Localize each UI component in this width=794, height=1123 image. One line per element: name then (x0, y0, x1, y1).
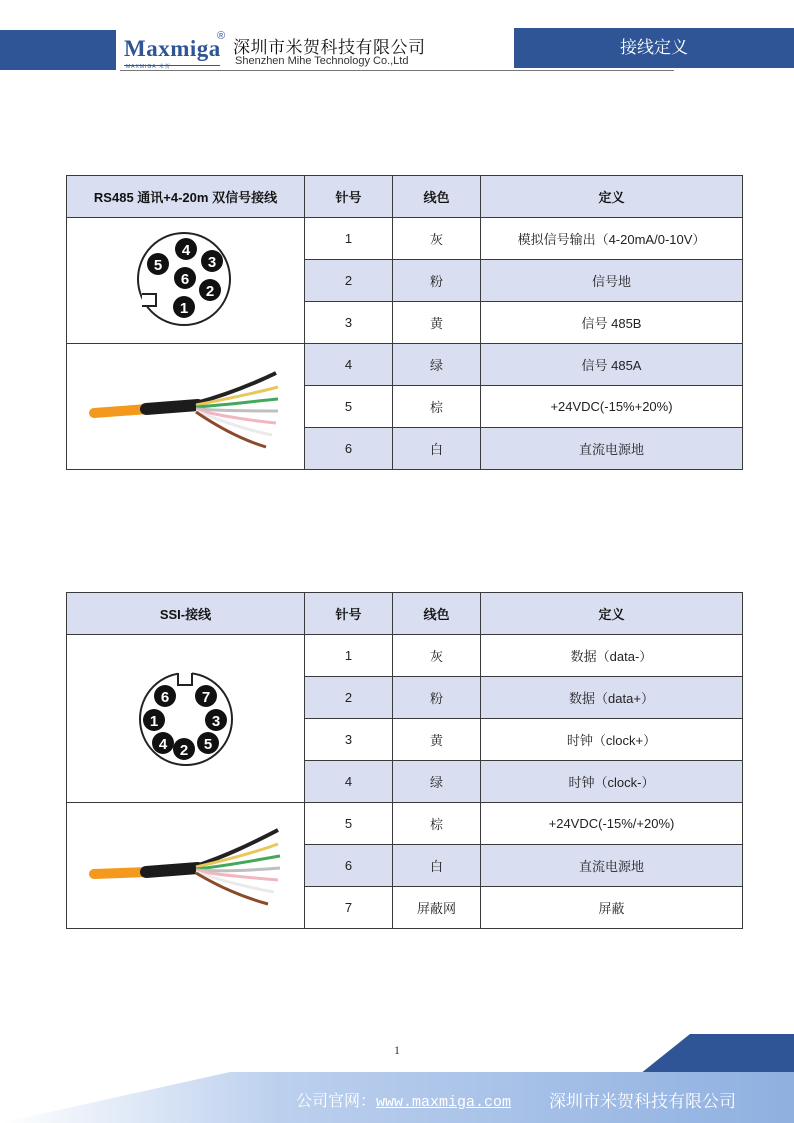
cable-illustration (86, 355, 286, 455)
page-number: 1 (394, 1043, 400, 1057)
website-link[interactable]: www.maxmiga.com (376, 1094, 512, 1111)
table-row (67, 635, 743, 677)
header-cell-definition: 定义 (481, 593, 743, 635)
pin-label: 1 (149, 713, 158, 730)
logo-registered-mark: ® (217, 30, 226, 42)
color-cell: 白 (393, 428, 481, 470)
color-cell: 粉 (393, 677, 481, 719)
color-cell: 黄 (393, 719, 481, 761)
pin-label: 1 (179, 300, 188, 317)
pin-cell: 5 (305, 803, 393, 845)
company-logo (124, 30, 226, 70)
pin-label: 7 (201, 689, 210, 706)
pin-cell: 5 (305, 386, 393, 428)
color-cell: 黄 (393, 302, 481, 344)
color-cell: 棕 (393, 803, 481, 845)
definition-cell: +24VDC(-15%+20%) (481, 386, 743, 428)
pin-cell: 2 (305, 677, 393, 719)
connector-6pin-diagram (136, 229, 236, 329)
pin-label: 3 (211, 713, 220, 730)
pin-label: 6 (160, 689, 169, 706)
ssi-wiring-table (66, 592, 743, 929)
company-name-cn: 深圳市米贺科技有限公司 (233, 38, 426, 57)
definition-cell: 屏蔽 (481, 887, 743, 929)
table-header-row (67, 176, 743, 218)
definition-cell: 直流电源地 (481, 428, 743, 470)
header-cell-pin: 针号 (305, 593, 393, 635)
header-cell-pin: 针号 (305, 176, 393, 218)
cable-photo-cell (67, 803, 305, 929)
header-cell-color: 线色 (393, 176, 481, 218)
definition-cell: +24VDC(-15%/+20%) (481, 803, 743, 845)
color-cell: 屏蔽网 (393, 887, 481, 929)
footer-website (296, 1088, 511, 1111)
header-cell-wiring: SSI-接线 (67, 593, 305, 635)
definition-cell: 模拟信号输出（4-20mA/0-10V） (481, 218, 743, 260)
definition-cell: 直流电源地 (481, 845, 743, 887)
logo-text: Maxmiga (124, 36, 221, 61)
pin-cell: 1 (305, 218, 393, 260)
pin-label: 3 (207, 254, 216, 271)
color-cell: 棕 (393, 386, 481, 428)
definition-cell: 信号地 (481, 260, 743, 302)
color-cell: 绿 (393, 344, 481, 386)
pin-label: 4 (181, 242, 190, 259)
definition-cell: 信号 485A (481, 344, 743, 386)
table-row (67, 344, 743, 386)
logo-subtext: MAXMIGA 米贺 (126, 64, 171, 70)
table-row (67, 218, 743, 260)
pin-cell: 6 (305, 428, 393, 470)
website-label: 公司官网： (296, 1093, 377, 1110)
color-cell: 绿 (393, 761, 481, 803)
company-name-en: Shenzhen Mihe Technology Co.,Ltd (235, 55, 409, 67)
header-divider (120, 70, 674, 71)
table-header-row (67, 593, 743, 635)
pin-label: 6 (180, 271, 189, 288)
connector-7pin-diagram (134, 665, 238, 769)
cable-photo-cell (67, 344, 305, 470)
color-cell: 灰 (393, 218, 481, 260)
pin-label: 2 (205, 283, 214, 300)
cable-illustration (86, 814, 286, 914)
pin-cell: 1 (305, 635, 393, 677)
table-row (67, 803, 743, 845)
definition-cell: 时钟（clock-） (481, 761, 743, 803)
pin-cell: 4 (305, 344, 393, 386)
pin-label: 4 (158, 736, 167, 753)
footer-company-name: 深圳市米贺科技有限公司 (549, 1092, 736, 1111)
pin-cell: 7 (305, 887, 393, 929)
pin-label: 5 (203, 736, 212, 753)
header-cell-color: 线色 (393, 593, 481, 635)
connector-diagram-cell (67, 635, 305, 803)
pin-cell: 3 (305, 302, 393, 344)
pin-label: 2 (179, 742, 188, 759)
section-title: 接线定义 (620, 38, 688, 57)
definition-cell: 时钟（clock+） (481, 719, 743, 761)
header-cell-definition: 定义 (481, 176, 743, 218)
pin-label: 5 (153, 257, 162, 274)
color-cell: 粉 (393, 260, 481, 302)
color-cell: 灰 (393, 635, 481, 677)
header-cell-wiring: RS485 通讯+4-20m 双信号接线 (67, 176, 305, 218)
pin-cell: 6 (305, 845, 393, 887)
definition-cell: 数据（data-） (481, 635, 743, 677)
pin-cell: 4 (305, 761, 393, 803)
color-cell: 白 (393, 845, 481, 887)
definition-cell: 数据（data+） (481, 677, 743, 719)
pin-cell: 2 (305, 260, 393, 302)
pin-cell: 3 (305, 719, 393, 761)
connector-diagram-cell (67, 218, 305, 344)
definition-cell: 信号 485B (481, 302, 743, 344)
rs485-wiring-table (66, 175, 743, 470)
header-left-band (0, 30, 116, 70)
